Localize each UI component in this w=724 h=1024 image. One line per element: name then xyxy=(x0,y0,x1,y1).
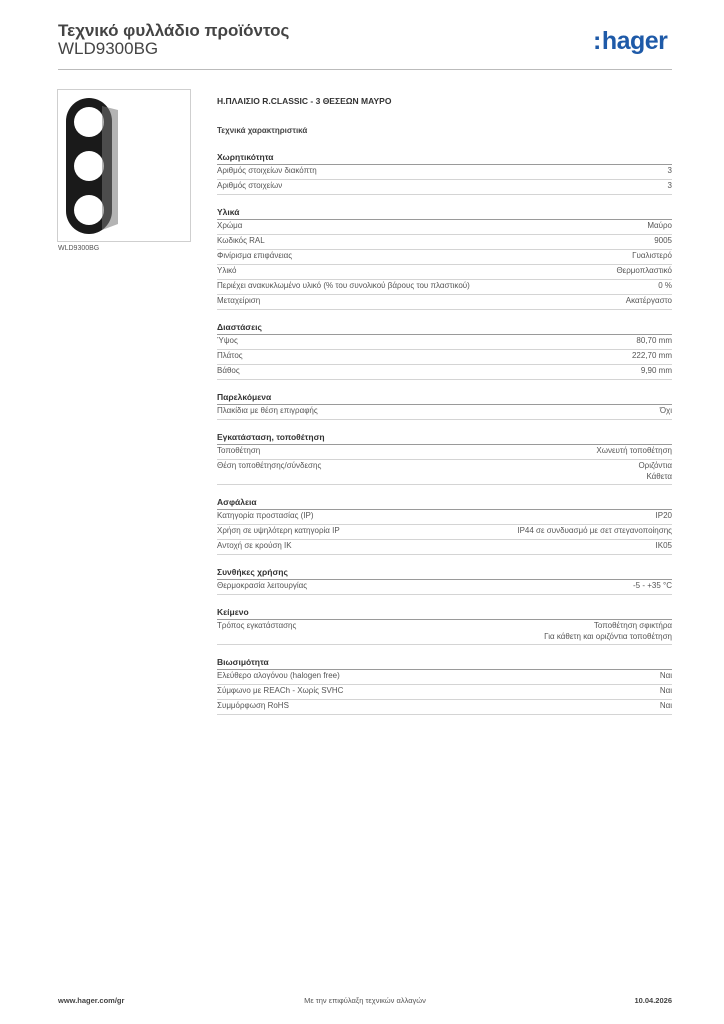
spec-label: Αριθμός στοιχείων διακόπτη xyxy=(217,166,317,175)
spec-value: 222,70 mm xyxy=(631,351,672,360)
spec-row xyxy=(217,670,672,685)
spec-row xyxy=(217,165,672,180)
spec-value: Χωνευτή τοποθέτηση xyxy=(596,446,672,455)
footer-note: Με την επιφύλαξη τεχνικών αλλαγών xyxy=(304,996,426,1005)
spec-row xyxy=(217,280,672,295)
spec-section xyxy=(217,207,672,310)
spec-value: Τοποθέτηση σφικτήρα Για κάθετη και οριζόντια τοποθέτηση xyxy=(544,621,672,641)
hager-logo xyxy=(593,27,667,56)
image-caption: WLD9300BG xyxy=(58,245,100,252)
spec-row xyxy=(217,460,672,485)
spec-row xyxy=(217,235,672,250)
spec-row xyxy=(217,220,672,235)
spec-row xyxy=(217,540,672,555)
spec-label: Χρώμα xyxy=(217,221,243,230)
spec-section xyxy=(217,152,672,195)
spec-row xyxy=(217,685,672,700)
spec-label: Πλάτος xyxy=(217,351,243,360)
spec-value: IK05 xyxy=(655,541,672,550)
section-heading: Ασφάλεια xyxy=(217,497,672,510)
spec-row xyxy=(217,525,672,540)
spec-label: Κατηγορία προστασίας (IP) xyxy=(217,511,314,520)
section-heading: Συνθήκες χρήσης xyxy=(217,567,672,580)
spec-row xyxy=(217,700,672,715)
product-title: Η.ΠΛΑΙΣΙΟ R.CLASSIC - 3 ΘΕΣΕΩΝ ΜΑΥΡΟ xyxy=(217,96,392,106)
spec-label: Αριθμός στοιχείων xyxy=(217,181,283,190)
spec-value: -5 - +35 °C xyxy=(633,581,672,590)
spec-row xyxy=(217,445,672,460)
spec-label: Ύψος xyxy=(217,336,238,345)
spec-section xyxy=(217,322,672,380)
footer-website: www.hager.com/gr xyxy=(58,996,125,1005)
spec-value: Οριζόντια Κάθετα xyxy=(638,461,672,481)
spec-value: 9005 xyxy=(654,236,672,245)
spec-section xyxy=(217,497,672,555)
spec-row xyxy=(217,365,672,380)
spec-row xyxy=(217,510,672,525)
spec-label: Περιέχει ανακυκλωμένο υλικό (% του συνολικού βάρους του πλαστικού) xyxy=(217,281,470,290)
spec-label: Θερμοκρασία λειτουργίας xyxy=(217,581,308,590)
spec-value: 0 % xyxy=(658,281,672,290)
spec-label: Μεταχείριση xyxy=(217,296,261,305)
spec-row xyxy=(217,180,672,195)
spec-row xyxy=(217,295,672,310)
spec-value: Θερμοπλαστικό xyxy=(616,266,672,275)
spec-value: Όχι xyxy=(659,406,672,415)
spec-value: 3 xyxy=(667,166,672,175)
section-heading: Υλικά xyxy=(217,207,672,220)
spec-value: IP44 σε συνδυασμό με σετ στεγανοποίησης xyxy=(517,526,672,535)
spec-value: Ναι xyxy=(659,671,672,680)
spec-label: Φινίρισμα επιφάνειας xyxy=(217,251,293,260)
spec-row xyxy=(217,335,672,350)
spec-row xyxy=(217,350,672,365)
header-divider xyxy=(58,69,672,70)
spec-label: Σύμφωνο με REACh - Χωρίς SVHC xyxy=(217,686,344,695)
section-heading: Χωρητικότητα xyxy=(217,152,672,165)
spec-value: Ναι xyxy=(659,701,672,710)
spec-value: Γυαλιστερό xyxy=(632,251,672,260)
document-title: Τεχνικό φυλλάδιο προϊόντος xyxy=(58,21,290,40)
spec-section xyxy=(217,392,672,420)
section-heading: Διαστάσεις xyxy=(217,322,672,335)
spec-row xyxy=(217,250,672,265)
frame-image xyxy=(58,90,190,241)
spec-label: Τοποθέτηση xyxy=(217,446,261,455)
spec-value: Ναι xyxy=(659,686,672,695)
spec-sections xyxy=(217,152,672,715)
footer-date: 10.04.2026 xyxy=(634,996,672,1005)
logo-mark: : xyxy=(593,27,601,55)
spec-label: Πλακίδια με θέση επιγραφής xyxy=(217,406,318,415)
spec-value: IP20 xyxy=(655,511,672,520)
spec-label: Συμμόρφωση RoHS xyxy=(217,701,289,710)
spec-row xyxy=(217,405,672,420)
section-heading: Βιωσιμότητα xyxy=(217,657,672,670)
spec-value: Μαύρο xyxy=(647,221,672,230)
spec-content xyxy=(217,96,672,715)
spec-section xyxy=(217,607,672,645)
spec-label: Τρόπος εγκατάστασης xyxy=(217,621,297,630)
spec-label: Βάθος xyxy=(217,366,240,375)
spec-row xyxy=(217,620,672,645)
product-code-heading: WLD9300BG xyxy=(58,39,159,58)
product-image xyxy=(57,89,191,242)
spec-value: 3 xyxy=(667,181,672,190)
spec-label: Κωδικός RAL xyxy=(217,236,265,245)
spec-section xyxy=(217,567,672,595)
spec-section xyxy=(217,657,672,715)
spec-value: 9,90 mm xyxy=(640,366,672,375)
logo-text: hager xyxy=(601,27,668,55)
specs-subtitle: Τεχνικά χαρακτηριστικά xyxy=(217,126,308,135)
spec-row xyxy=(217,580,672,595)
spec-label: Χρήση σε υψηλότερη κατηγορία IP xyxy=(217,526,340,535)
spec-section xyxy=(217,432,672,485)
spec-label: Θέση τοποθέτησης/σύνδεσης xyxy=(217,461,322,470)
spec-value: Ακατέργαστο xyxy=(625,296,672,305)
section-heading: Κείμενο xyxy=(217,607,672,620)
section-heading: Εγκατάσταση, τοποθέτηση xyxy=(217,432,672,445)
spec-label: Αντοχή σε κρούση IK xyxy=(217,541,292,550)
spec-label: Υλικό xyxy=(217,266,237,275)
spec-row xyxy=(217,265,672,280)
section-heading: Παρελκόμενα xyxy=(217,392,672,405)
spec-value: 80,70 mm xyxy=(636,336,672,345)
spec-label: Ελεύθερο αλογόνου (halogen free) xyxy=(217,671,340,680)
